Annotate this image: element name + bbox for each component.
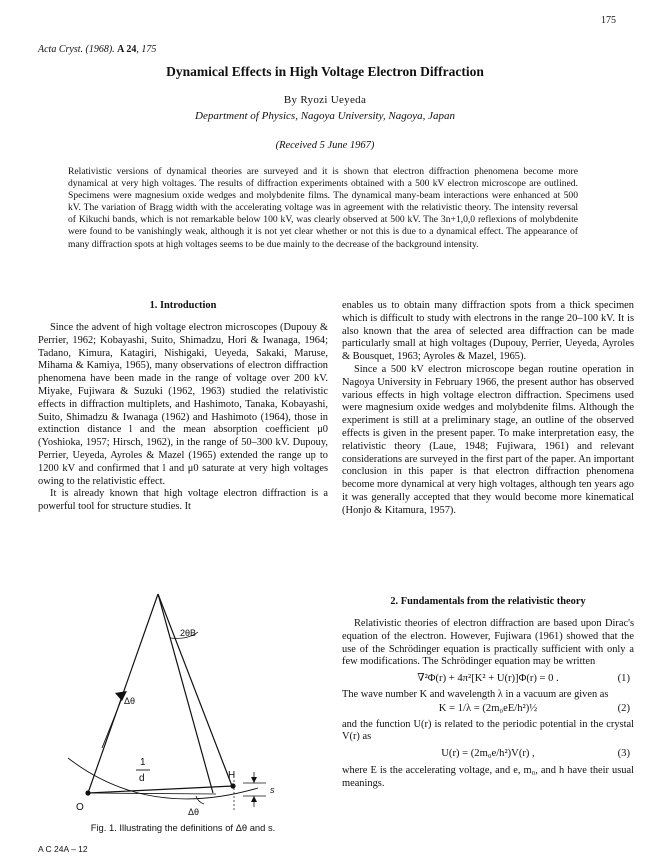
fig-label-d: d: [139, 773, 145, 784]
theory-paragraph-1: Relativistic theories of electron diffraction are based upon Dirac's equation of the electron. However, Fujiwara (1961) showed that the use of the Schrödinger equation is practically sufficient with only a few modifications. The Schrödinger equation may be written: [342, 618, 634, 668]
equation-3-number: (3): [617, 748, 630, 760]
fig-delta-arc-bottom: [196, 796, 204, 804]
fig-label-delta-top: Δθ: [124, 696, 136, 706]
journal-citation: [38, 44, 156, 55]
page-footer: A C 24A – 12: [38, 844, 88, 854]
fig-reciprocal-vector: [88, 786, 233, 793]
fig-ray-middle: [158, 594, 213, 793]
equation-2-number: (2): [617, 702, 630, 714]
section-2-heading: 2. Fundamentals from the relativistic theory: [390, 596, 586, 607]
left-column: [38, 322, 328, 514]
intro-paragraph-2: It is already known that high voltage electron diffraction is a powerful tool for structure studies. It: [38, 488, 328, 513]
theory-paragraph-4: where E is the accelerating voltage, and e, m₀, and h have their usual meanings.: [342, 764, 634, 789]
paper-title: Dynamical Effects in High Voltage Electron Diffraction: [166, 64, 484, 79]
affiliation: Department of Physics, Nagoya University, Nagoya, Japan: [195, 110, 455, 122]
figure-1: [38, 588, 328, 818]
fig-s-arrowhead-bottom: [251, 796, 257, 802]
fig-point-h: [230, 783, 235, 788]
fig-s-arrowhead-top: [251, 777, 257, 783]
journal-volume: A 24: [117, 44, 137, 55]
section-1-heading: 1. Introduction: [149, 300, 217, 311]
equation-3: [342, 748, 634, 761]
equation-2-body: K = 1/λ = (2m₀eE/h²)½: [438, 702, 538, 714]
fig-point-o: [85, 790, 90, 795]
intro-paragraph-1: Since the advent of high voltage electron microscopes (Dupouy & Perrier, 1962; Kobayashi, Suito, Shimadzu, Hori & Iwanaga, 1964; Tadano, Kimura, Katagiri, Nishigaki, Ueyeda, Sakaki, Maruse, Mihama & Kamiya, 1965), many observations of electron diffraction phenomena have been made in the range of voltage over 200 kV. Miyake, Fujiwara & Suzuki (1962, 1963) studied the relativistic effects in diffraction multiplets, and Hashimoto, Tanaka, Kobayashi, Suito, Shimadzu & Iwanaga (1962) and Hashimoto (1964), those in extinction distance l and the mean absorption coefficient μ0 (Yoshioka, 1957; Hirsch, 1962), in the range of 50–300 kV. Dupouy, Perrier, Ueyeda, Ayroles & Mazel (1965) extended the range up to 1200 kV and confirmed that l and μ0 saturate at very high voltages owing to the relativistic effect.: [38, 322, 328, 487]
received-date: (Received 5 June 1967): [275, 140, 375, 151]
journal-name: Acta Cryst.: [38, 44, 83, 55]
right-column-section-2: [342, 618, 634, 791]
right-column: [342, 300, 634, 518]
fig-label-one: 1: [140, 757, 146, 768]
author-line: By Ryozi Ueyeda: [283, 94, 367, 106]
figure-caption: Fig. 1. Illustrating the definitions of Δθ and s.: [90, 822, 276, 833]
journal-page: , 175: [136, 44, 157, 55]
fig-label-h: H: [228, 770, 236, 781]
page-number: 175: [601, 15, 616, 26]
equation-1: [342, 673, 634, 686]
fig-delta-arrow: [102, 698, 122, 748]
fig-ray-right: [158, 594, 232, 786]
fig-label-o: O: [76, 802, 84, 813]
intro-paragraph-4: Since a 500 kV electron microscope began routine operation in Nagoya University in February 1966, the present author has observed various effects in high voltage electron diffraction. Specimens used were magnesium oxide wedges and molybdenite films. Although the experiment is still at a preliminary stage, an outline of the observed effects is given in the present paper. To make interpretation easy, the relativistic theory (Laue, 1948; Fujiwara, 1961) and relevant considerations are surveyed in the first part of the paper. An important conclusion in this paper is that electron diffraction phenomena become more dynamical at very high voltages, although ten years ago it was generally accepted that they would become more kinematical (Honjo & Kitamura, 1957).: [342, 363, 634, 516]
theory-paragraph-3: and the function U(r) is related to the periodic potential in the crystal V(r) as: [342, 718, 634, 743]
fig-base-line: [88, 793, 216, 794]
section-2-heading-wrap: [342, 596, 634, 607]
fig-label-2theta: 2θB: [180, 628, 197, 638]
fig-label-s: s: [270, 785, 275, 795]
fig-label-delta-bottom: Δθ: [188, 807, 200, 817]
figure-1-diagram: [38, 588, 328, 818]
intro-paragraph-3: enables us to obtain many diffraction spots from a thick specimen which is difficult to study with electrons in the range 20–100 kV. It is also known that the area of selected area diffraction can be made particularly small at high voltages (Dupouy, Perrier, Ueyeda, Ayroles & Bousquet, 1963; Ayroles & Mazel, 1965).: [342, 300, 634, 363]
equation-1-body: ∇²Φ(r) + 4π²[K² + U(r)]Φ(r) = 0 .: [417, 673, 559, 685]
abstract: Relativistic versions of dynamical theories are surveyed and it is shown that electron diffraction phenomena become more dynamical at very high voltages. The results of diffraction experiments obtained with a 500 kV electron microscope are outlined. Specimens were magnesium oxide wedges and molybdenite films. The dynamical many-beam interactions were enhanced at 500 kV. The variation of Bragg width with the accelerating voltage was in agreement with the relativistic theory. The intensity reversal of Kikuchi bands, which is not remarkable below 100 kV, was clearly observed at 500 kV. The 3n+1,0,0 reflexions of molybdenite were found to be vanishingly weak, although it is not yet clear whether or not this is due to a dynamical effect. The appearance of many diffraction spots at high voltages seems to be due mainly to the decrease of the background intensity.: [68, 166, 578, 250]
theory-paragraph-2: The wave number K and wavelength λ in a vacuum are given as: [342, 688, 609, 700]
equation-3-body: U(r) = (2m₀e/h²)V(r) ,: [441, 748, 535, 760]
equation-1-number: (1): [617, 673, 630, 685]
equation-2: [342, 703, 634, 716]
section-1-heading-wrap: [38, 300, 328, 311]
journal-year: (1968).: [85, 44, 115, 55]
